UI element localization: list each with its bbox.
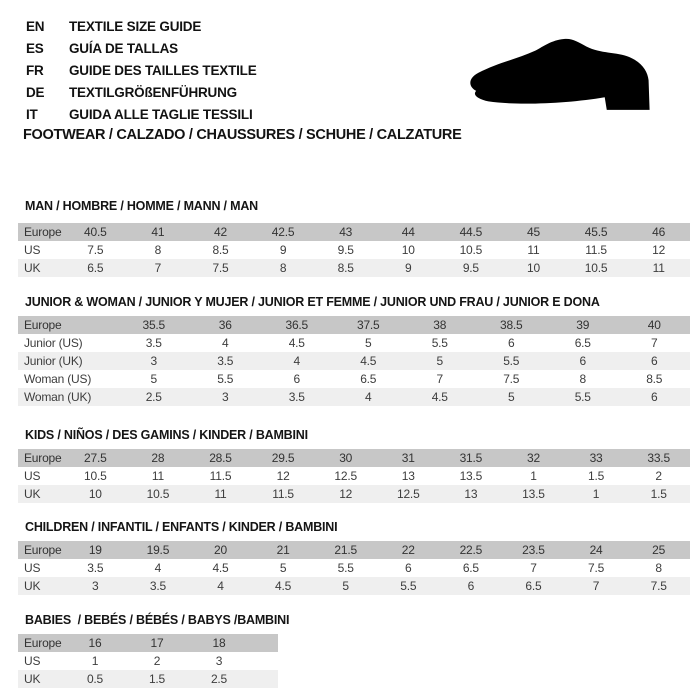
size-value-cell: 13 (464, 487, 478, 501)
language-row-en (26, 15, 257, 37)
language-code: ES (26, 40, 44, 56)
row-label: Europe (24, 636, 62, 650)
size-value-cell: 4 (222, 336, 229, 350)
size-value-cell: 6.5 (574, 336, 591, 350)
language-code: IT (26, 106, 38, 122)
language-label: GUÍA DE TALLAS (69, 40, 178, 56)
size-value-cell: 3 (222, 390, 229, 404)
row-label: US (24, 469, 41, 483)
size-value-cell: 3 (150, 354, 157, 368)
row-label: US (24, 561, 41, 575)
size-table-row (18, 577, 690, 595)
row-label: US (24, 654, 41, 668)
size-value-cell: 6 (293, 372, 300, 386)
row-label: Europe (24, 318, 62, 332)
size-value-cell: 42.5 (271, 225, 295, 239)
size-value-cell: 44.5 (459, 225, 483, 239)
size-value-cell: 5.5 (431, 336, 448, 350)
size-value-cell: 23.5 (522, 543, 545, 557)
size-value-cell: 46 (652, 225, 666, 239)
size-value-cell: 4 (154, 561, 162, 575)
row-label: UK (24, 672, 41, 686)
size-value-cell: 11 (214, 487, 227, 501)
size-value-cell: 13.5 (522, 487, 545, 501)
size-value-cell: 38.5 (499, 318, 523, 332)
size-value-cell: 7.5 (503, 372, 520, 386)
size-table (18, 316, 690, 406)
size-value-cell: 10 (88, 487, 102, 501)
size-value-cell: 6 (467, 579, 475, 593)
size-value-cell: 5.5 (400, 579, 417, 593)
size-value-cell: 10.5 (84, 469, 107, 483)
size-value-cell: 7.5 (212, 261, 229, 275)
size-value-cell: 7.5 (588, 561, 605, 575)
language-row-de (26, 81, 257, 103)
size-table-row (18, 559, 690, 577)
size-value-cell: 6.5 (87, 261, 104, 275)
size-value-cell: 12 (652, 243, 666, 257)
size-value-cell: 4.5 (275, 579, 292, 593)
size-value-cell: 7 (651, 336, 658, 350)
size-value-cell: 9.5 (462, 261, 479, 275)
size-value-cell: 1.5 (650, 487, 667, 501)
size-value-cell: 5 (342, 579, 349, 593)
size-value-cell: 40.5 (84, 225, 107, 239)
size-value-cell: 11.5 (272, 487, 294, 501)
size-table-row (18, 352, 690, 370)
size-value-cell: 19 (88, 543, 102, 557)
size-value-cell: 44 (401, 225, 415, 239)
size-value-cell: 5 (508, 390, 515, 404)
size-table-row (18, 370, 690, 388)
size-value-cell: 13 (401, 469, 415, 483)
size-value-cell: 28 (151, 451, 165, 465)
size-value-cell: 2.5 (145, 390, 162, 404)
size-table-row (18, 634, 278, 652)
size-value-cell: 6 (405, 561, 412, 575)
row-label: Woman (UK) (24, 390, 92, 404)
row-label: UK (24, 261, 41, 275)
size-value-cell: 8.5 (337, 261, 354, 275)
language-code: FR (26, 62, 44, 78)
size-value-cell: 29.5 (271, 451, 295, 465)
size-value-cell: 11.5 (209, 469, 232, 483)
size-table (18, 223, 690, 277)
size-value-cell: 13.5 (459, 469, 483, 483)
size-value-cell: 40 (647, 318, 661, 332)
size-value-cell: 3.5 (288, 390, 305, 404)
size-value-cell: 5.5 (337, 561, 354, 575)
size-value-cell: 18 (212, 636, 226, 650)
size-value-cell: 8 (154, 243, 162, 257)
size-value-cell: 25 (652, 543, 666, 557)
shoe-icon (466, 38, 670, 112)
size-value-cell: 1.5 (148, 672, 166, 686)
size-value-cell: 6 (651, 390, 658, 404)
size-value-cell: 12 (276, 469, 290, 483)
size-value-cell: 4 (365, 390, 372, 404)
size-value-cell: 1.5 (588, 469, 605, 483)
size-table (18, 449, 690, 503)
size-value-cell: 5 (279, 561, 287, 575)
size-value-cell: 5.5 (503, 354, 520, 368)
size-value-cell: 6 (579, 354, 586, 368)
size-value-cell: 12.5 (334, 469, 357, 483)
size-value-cell: 6.5 (360, 372, 377, 386)
size-value-cell: 4.5 (431, 390, 448, 404)
size-value-cell: 10.5 (146, 487, 170, 501)
size-value-cell: 3.5 (149, 579, 166, 593)
size-table-row (18, 652, 278, 670)
section-title: JUNIOR & WOMAN / JUNIOR Y MUJER / JUNIOR ET FEMME / JUNIOR UND FRAU / JUNIOR E DONA (25, 295, 600, 309)
size-value-cell: 33.5 (647, 451, 670, 465)
size-value-cell: 0.5 (86, 672, 104, 686)
size-value-cell: 11.5 (585, 243, 607, 257)
size-table-row (18, 259, 690, 277)
size-value-cell: 3.5 (87, 561, 104, 575)
size-value-cell: 4 (293, 354, 300, 368)
size-value-cell: 9 (405, 261, 412, 275)
size-value-cell: 1 (91, 654, 99, 668)
size-value-cell: 28.5 (209, 451, 232, 465)
size-value-cell: 1 (592, 487, 600, 501)
language-label: TEXTILE SIZE GUIDE (69, 18, 202, 34)
row-label: Junior (UK) (24, 354, 83, 368)
size-value-cell: 17 (150, 636, 164, 650)
language-code: DE (26, 84, 45, 100)
size-value-cell: 31 (401, 451, 415, 465)
size-value-cell: 45.5 (584, 225, 608, 239)
row-label: UK (24, 579, 41, 593)
size-value-cell: 30 (339, 451, 353, 465)
category-heading: FOOTWEAR / CALZADO / CHAUSSURES / SCHUHE / CALZATURE (23, 127, 462, 143)
size-value-cell: 3 (215, 654, 223, 668)
size-value-cell: 6.5 (525, 579, 542, 593)
size-value-cell: 10 (526, 261, 540, 275)
size-value-cell: 20 (214, 543, 227, 557)
size-value-cell: 3 (92, 579, 99, 593)
size-value-cell: 11 (527, 243, 540, 257)
size-value-cell: 8 (655, 561, 662, 575)
size-value-cell: 27.5 (84, 451, 107, 465)
language-row-es (26, 37, 257, 59)
size-table-row (18, 670, 278, 688)
size-value-cell: 6.5 (462, 561, 479, 575)
row-label: Europe (24, 451, 62, 465)
size-value-cell: 32 (526, 451, 540, 465)
size-value-cell: 21.5 (334, 543, 357, 557)
row-label: Junior (US) (24, 336, 83, 350)
size-value-cell: 39 (576, 318, 590, 332)
size-value-cell: 5 (150, 372, 157, 386)
size-value-cell: 43 (339, 225, 353, 239)
size-value-cell: 2 (655, 469, 662, 483)
size-value-cell: 22.5 (459, 543, 483, 557)
size-value-cell: 7.5 (87, 243, 104, 257)
size-table-row (18, 541, 690, 559)
size-value-cell: 4 (217, 579, 224, 593)
size-value-cell: 8 (579, 372, 586, 386)
size-value-cell: 35.5 (142, 318, 166, 332)
size-value-cell: 8 (279, 261, 287, 275)
size-value-cell: 42 (214, 225, 227, 239)
section-title: CHILDREN / INFANTIL / ENFANTS / KINDER / BAMBINI (25, 520, 338, 534)
size-value-cell: 4.5 (288, 336, 305, 350)
size-table (18, 634, 278, 688)
size-table-row (18, 334, 690, 352)
size-value-cell: 16 (88, 636, 102, 650)
size-table-row (18, 223, 690, 241)
language-code: EN (26, 18, 45, 34)
size-value-cell: 22 (401, 543, 415, 557)
language-label: GUIDE DES TAILLES TEXTILE (69, 62, 257, 78)
size-value-cell: 3.5 (145, 336, 162, 350)
row-label: Europe (24, 543, 62, 557)
section-title: MAN / HOMBRE / HOMME / MANN / MAN (25, 199, 258, 213)
size-value-cell: 7.5 (650, 579, 667, 593)
size-value-cell: 7 (592, 579, 600, 593)
size-value-cell: 8.5 (212, 243, 229, 257)
language-row-it (26, 103, 257, 125)
size-value-cell: 36.5 (285, 318, 309, 332)
size-value-cell: 8.5 (646, 372, 663, 386)
size-value-cell: 36 (218, 318, 232, 332)
size-value-cell: 12.5 (396, 487, 420, 501)
size-value-cell: 7 (154, 261, 162, 275)
size-value-cell: 31.5 (459, 451, 483, 465)
size-table-row (18, 388, 690, 406)
size-value-cell: 11 (151, 469, 164, 483)
size-value-cell: 11 (652, 261, 665, 275)
size-table-row (18, 467, 690, 485)
size-value-cell: 10 (401, 243, 415, 257)
size-value-cell: 4.5 (212, 561, 229, 575)
size-value-cell: 2.5 (210, 672, 228, 686)
size-value-cell: 5.5 (574, 390, 591, 404)
size-value-cell: 5 (436, 354, 443, 368)
language-label: TEXTILGRÖßENFÜHRUNG (69, 84, 237, 100)
size-table-row (18, 241, 690, 259)
section-title: KIDS / NIÑOS / DES GAMINS / KINDER / BAMBINI (25, 428, 308, 442)
size-value-cell: 10.5 (584, 261, 608, 275)
size-value-cell: 19.5 (146, 543, 170, 557)
size-value-cell: 6 (508, 336, 515, 350)
size-value-cell: 21 (276, 543, 290, 557)
row-label: Woman (US) (24, 372, 92, 386)
size-value-cell: 9 (279, 243, 287, 257)
size-table-row (18, 449, 690, 467)
size-value-cell: 9.5 (337, 243, 354, 257)
size-table-row (18, 485, 690, 503)
size-value-cell: 2 (153, 654, 161, 668)
size-value-cell: 24 (589, 543, 603, 557)
size-value-cell: 41 (151, 225, 165, 239)
section-title: BABIES / BEBÉS / BÉBÉS / BABYS /BAMBINI (25, 613, 290, 627)
size-value-cell: 37.5 (356, 318, 380, 332)
size-table-row (18, 316, 690, 334)
size-value-cell: 33 (589, 451, 603, 465)
size-value-cell: 12 (339, 487, 353, 501)
size-value-cell: 38 (433, 318, 447, 332)
language-label: GUIDA ALLE TAGLIE TESSILI (69, 106, 253, 122)
row-label: US (24, 243, 41, 257)
row-label: Europe (24, 225, 62, 239)
row-label: UK (24, 487, 41, 501)
size-value-cell: 1 (530, 469, 537, 483)
language-header-list (26, 15, 257, 125)
size-value-cell: 3.5 (217, 354, 234, 368)
size-value-cell: 7 (530, 561, 537, 575)
language-row-fr (26, 59, 257, 81)
size-value-cell: 5.5 (217, 372, 234, 386)
size-value-cell: 45 (526, 225, 540, 239)
size-value-cell: 5 (365, 336, 372, 350)
size-value-cell: 10.5 (459, 243, 483, 257)
size-value-cell: 6 (651, 354, 658, 368)
size-value-cell: 4.5 (360, 354, 377, 368)
size-value-cell: 7 (436, 372, 443, 386)
size-table (18, 541, 690, 595)
